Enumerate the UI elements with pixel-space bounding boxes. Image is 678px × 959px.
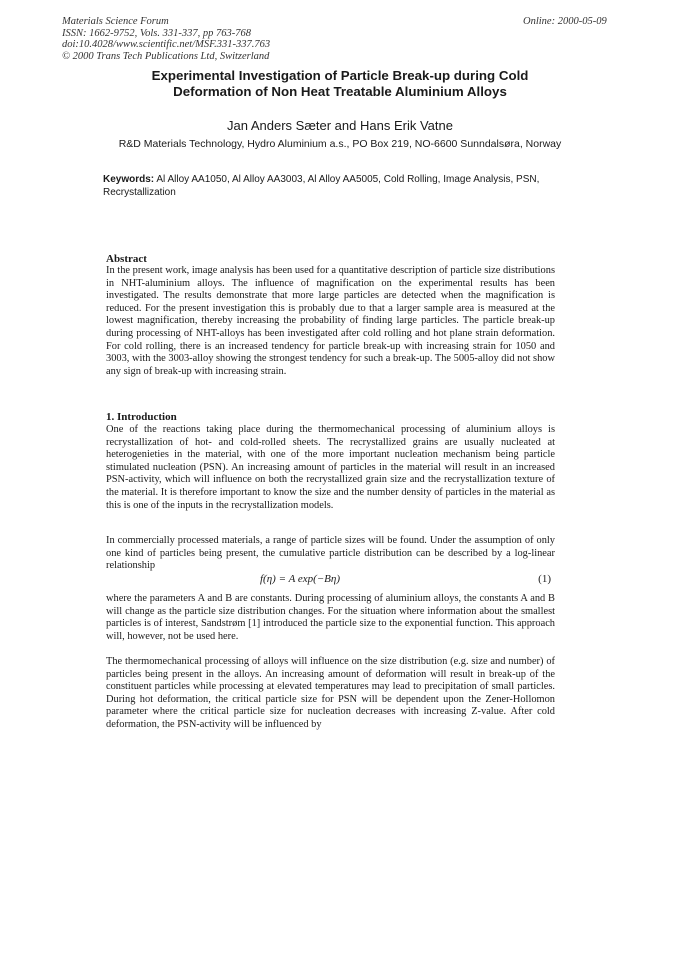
journal-header [62,16,270,62]
intro-heading: 1. Introduction [106,411,177,423]
affiliation: R&D Materials Technology, Hydro Aluminium a.s., PO Box 219, NO-6600 Sunndalsøra, Norway [118,138,562,150]
intro-paragraph-3: where the parameters A and B are constants. During processing of aluminium alloys, the constants A and B will change as the particle size distribution changes. For the situation where information about the smallest particles is of interest, Sandstrøm [1] introduced the particle size to the exponential function. This approach will, however, not be used here. [106,593,555,642]
title-line-1: Experimental Investigation of Particle Break-up during Cold [151,68,529,83]
paper-title [110,68,570,100]
authors: Jan Anders Sæter and Hans Erik Vatne [227,118,453,133]
doi: doi:10.4028/www.scientific.net/MSF.331-337.763 [62,39,271,50]
copyright: © 2000 Trans Tech Publications Ltd, Switzerland [62,50,270,62]
equation-body: f(η) = A exp(−Bη) [260,573,341,585]
online-date: Online: 2000-05-09 [523,16,607,27]
equation-number: (1) [538,573,551,585]
intro-paragraph-2: In commercially processed materials, a range of particle sizes will be found. Under the assumption of only one kind of particles being present, the cumulative particle distribution can be described by a log-linear relationship [106,535,555,572]
intro-paragraph-4: The thermomechanical processing of alloys will influence on the size distribution (e.g. size and number) of particles being present in the alloys. An increasing amount of deformation will result in break-up of the constituent particles while processing at elevated temperatures may lead to precipitation of small particles. During hot deformation, the critical particle size for PSN will be dependent upon the Zener-Hollomon parameter where the critical particle size for nucleation decreases with increasing Z-value. After cold deformation, the PSN-activity will be influenced by [106,656,555,730]
keywords [103,174,543,199]
journal-name: Materials Science Forum [62,16,169,27]
keywords-label: Keywords: [103,174,155,185]
issn: ISSN: 1662-9752, Vols. 331-337, pp 763-768 [62,27,251,39]
keywords-text: Al Alloy AA1050, Al Alloy AA3003, Al Alloy AA5005, Cold Rolling, Image Analysis, PSN, Recrystallization [103,174,540,198]
abstract-text: In the present work, image analysis has been used for a quantitative description of particle size distributions in NHT-aluminium alloys. The influence of magnification on the experimental results has been investigated. The results demonstrate that more large particles are detected when the magnification is reduced. For the present investigation this is probably due to that a larger sample area is measured at the lowest magnification, thereby increasing the probability of finding large particles. The particle break-up during processing of NHT-alloys has been investigated after cold rolling and hot plane strain deformation. For cold rolling, there is an increased tendency for particle break-up with increasing strain for 1050 and 3003, with the 3003-alloy showing the strongest tendency for such a break-up. The 5005-alloy did not show any sign of break-up with increasing strain. [106,265,555,377]
title-line-2: Deformation of Non Heat Treatable Aluminium Alloys [173,84,507,99]
intro-paragraph-1: One of the reactions taking place during the thermomechanical processing of aluminium alloys is recrystallization of hot- and cold-rolled sheets. The recrystallized grains are usually nucleated at heterogenieties in the material, with one of the more important nucleation mechanism being particle stimulated nucleation (PSN). An increasing amount of particles in the material will result in an increased PSN-activity, which will influence on both the recrystallized grain size and the recrystallization texture of the material. It is therefore important to know the size and the number density of particles in the material as this is one of the inputs in the recrystallization models. [106,424,555,511]
abstract-heading: Abstract [106,253,147,265]
